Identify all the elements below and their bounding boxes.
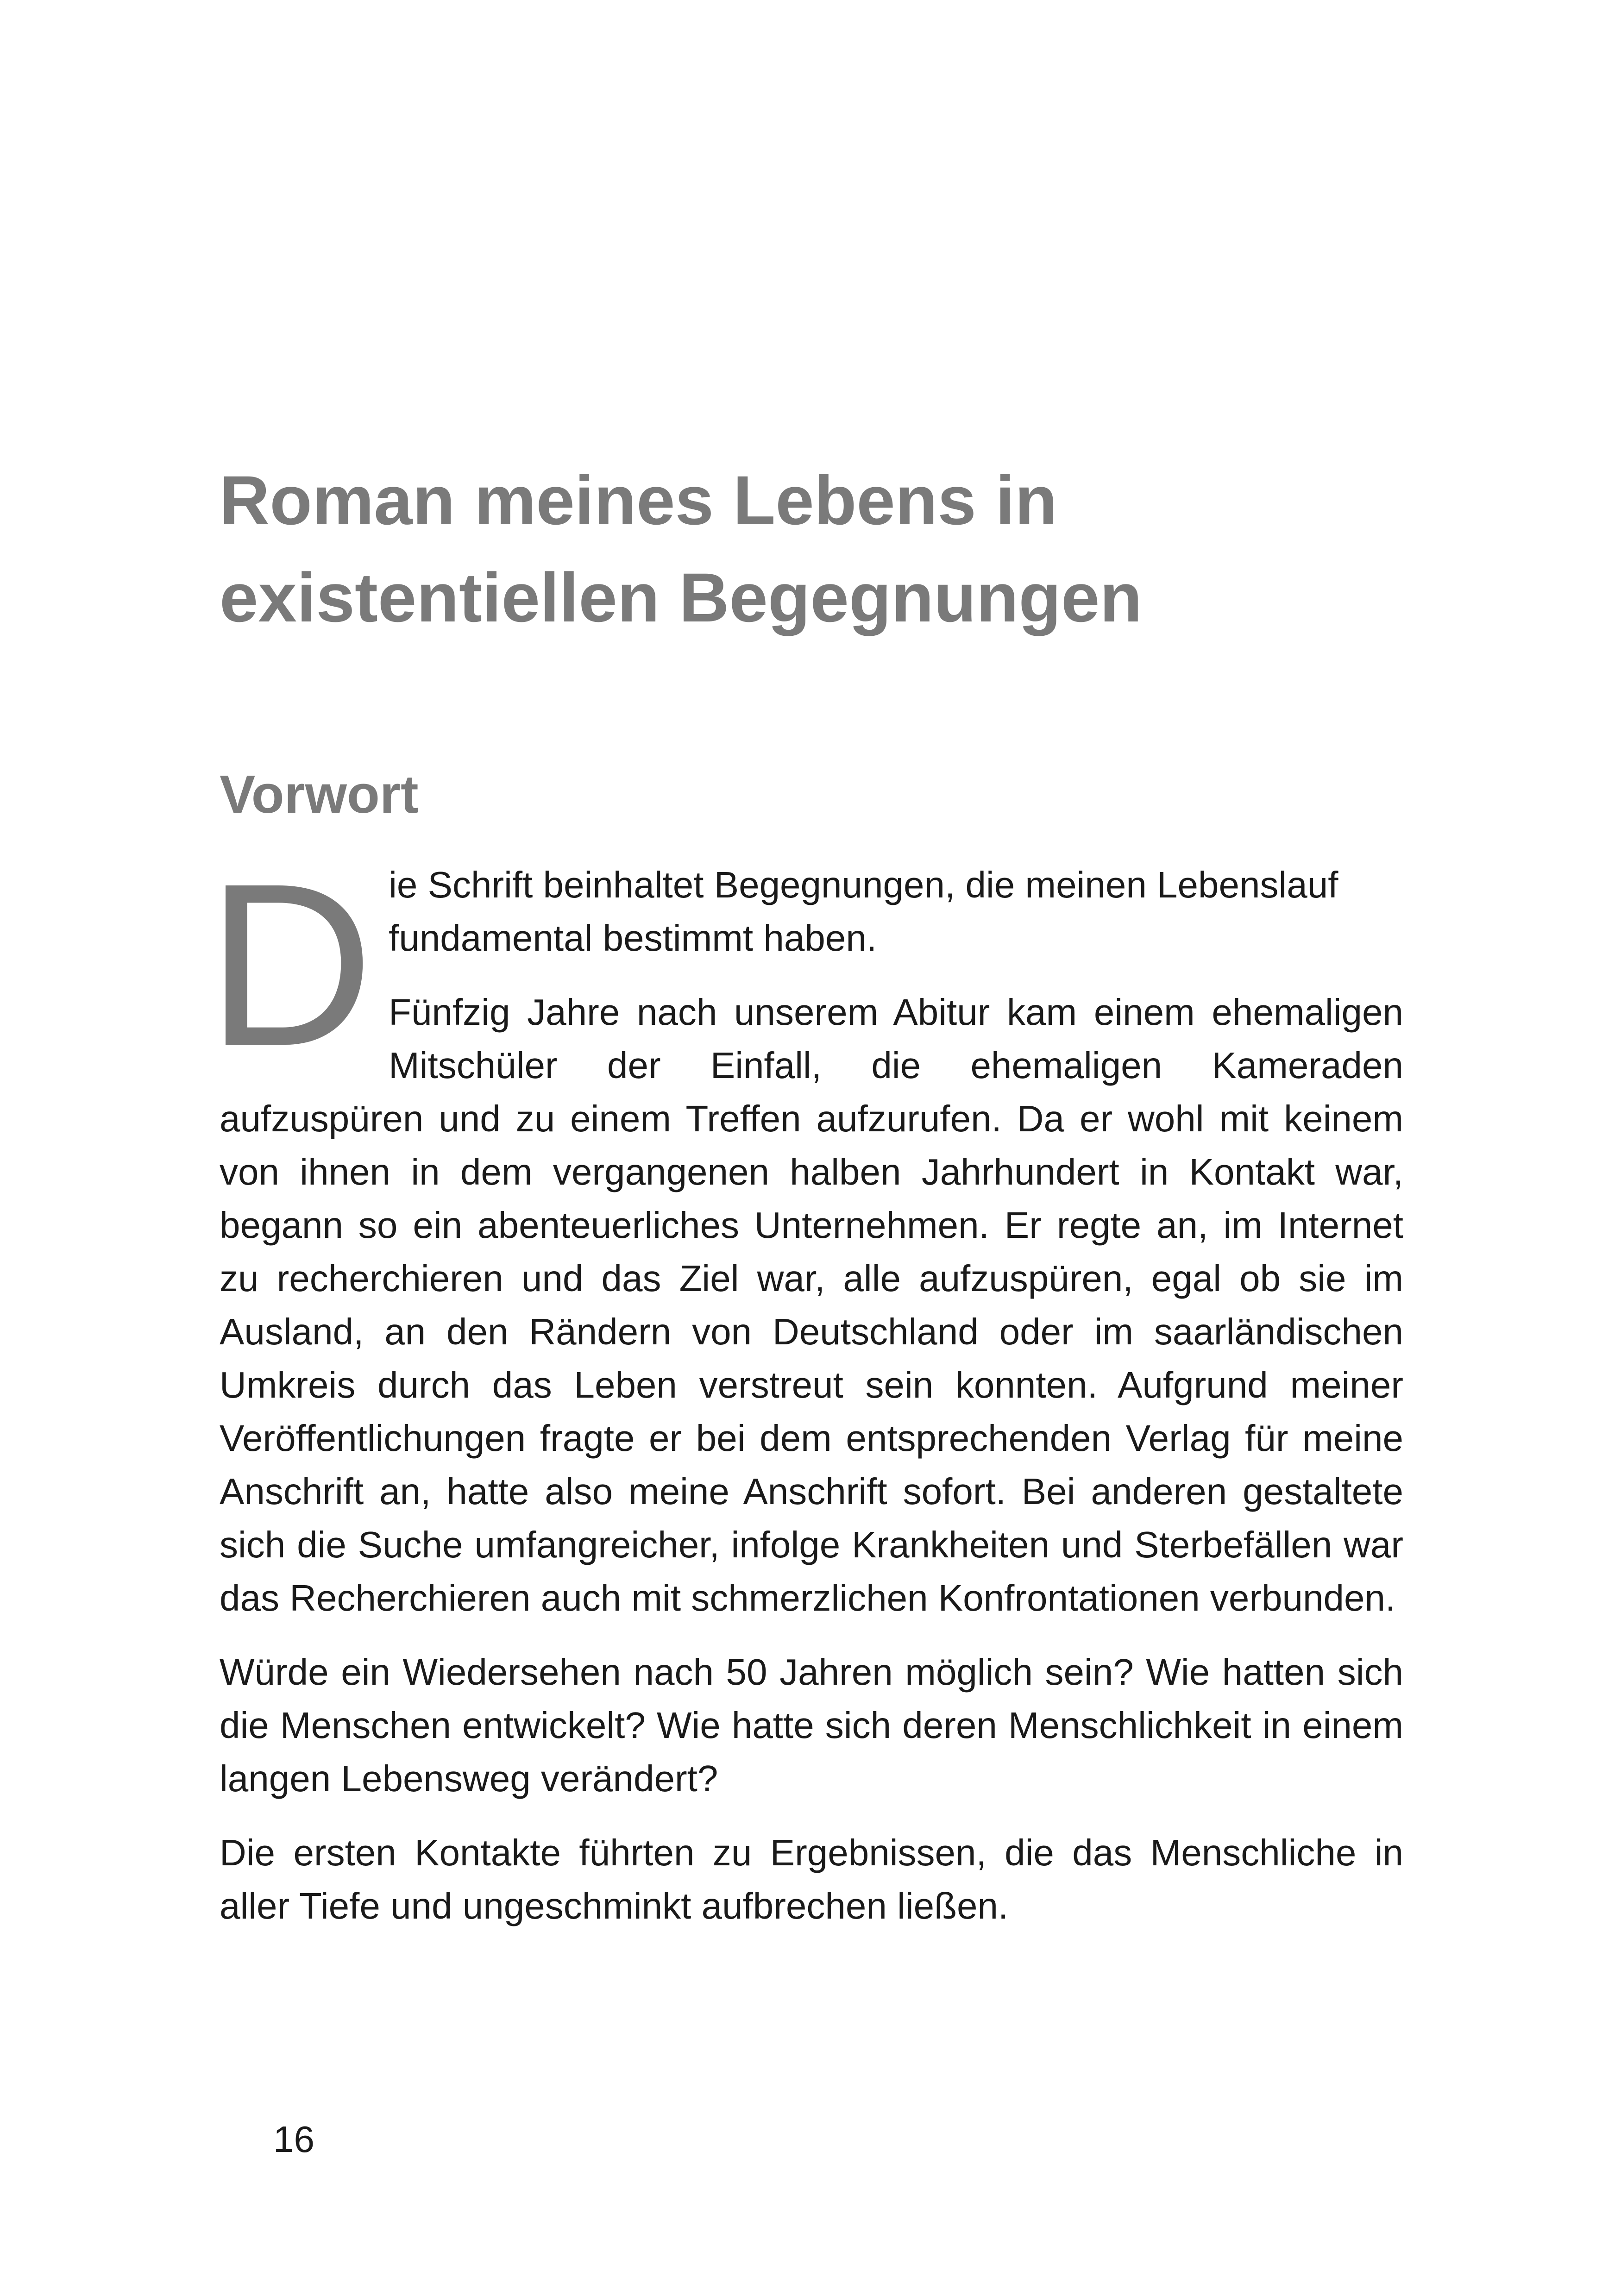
page-number: 16 (273, 2119, 314, 2160)
section-heading: Vorwort (220, 764, 419, 824)
book-title-line-1: Roman meines Lebens in (220, 461, 1057, 539)
paragraph-1: ie Schrift beinhaltet Begegnungen, die meinen Lebenslauf fundamental bestimmt haben. (389, 864, 1338, 959)
body-text (207, 835, 1403, 1953)
paragraph-4: Die ersten Kontakte führten zu Ergebnissen, die das Menschliche in aller Tiefe und ungeschminkt aufbrechen ließen. (220, 1832, 1403, 1926)
paragraph-3: Würde ein Wiedersehen nach 50 Jahren möglich sein? Wie hatten sich die Menschen entwickelt? Wie hatte sich deren Menschlichkeit in einem langen Lebensweg verändert? (220, 1651, 1403, 1799)
drop-cap: D (207, 835, 374, 1094)
book-title (220, 452, 1424, 646)
book-title-line-2: existentiellen Begegnungen (220, 558, 1143, 636)
paragraph-2: Fünfzig Jahre nach unserem Abitur kam einem ehemaligen Mitschüler der Einfall, die ehemaligen Kameraden aufzuspüren und zu einem Treffen aufzurufen. Da er wohl mit keinem von ihnen in dem vergangenen halben Jahrhundert in Kontakt war, begann so ein abenteuerliches Unternehmen. Er regte an, im Internet zu recherchieren und das Ziel war, alle aufzuspüren, egal ob sie im Ausland, an den Rändern von Deutschland oder im saarländischen Umkreis durch das Leben verstreut sein konnten. Aufgrund meiner Veröffentlichungen fragte er bei dem entsprechenden Verlag für meine Anschrift an, hatte also meine Anschrift sofort. Bei anderen gestaltete sich die Suche umfangreicher, infolge Krankheiten und Sterbefällen war das Recherchieren auch mit schmerzlichen Konfrontationen verbunden. (220, 991, 1403, 1618)
